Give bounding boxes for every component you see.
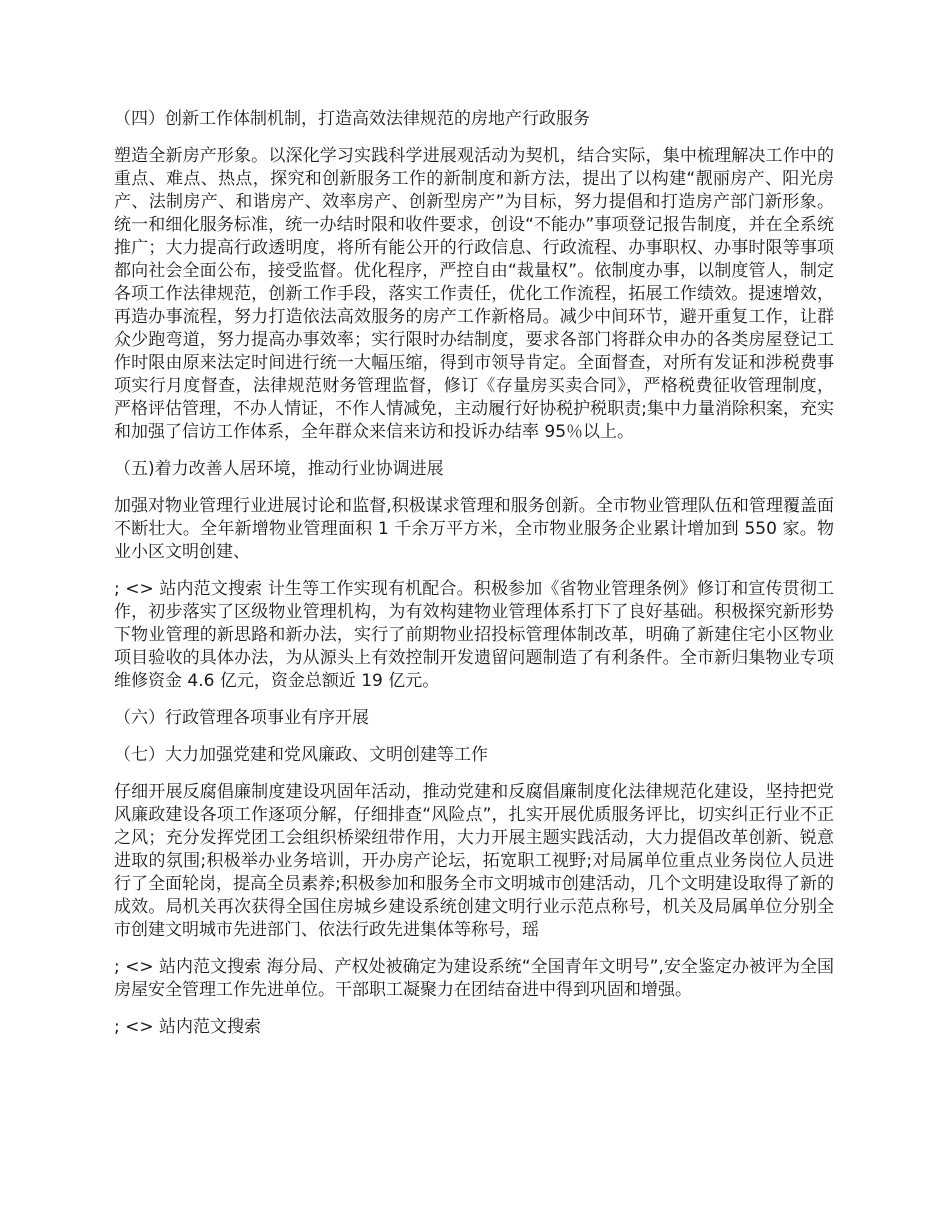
section-heading-4: （四）创新工作体制机制，打造高效法律规范的房地产行政服务 (114, 109, 590, 129)
paragraph-section-5: 加强对物业管理行业进展讨论和监督,积极谋求管理和服务创新。全市物业管理队伍和管理覆盖面不断壮大。全年新增物业管理面积 1 千余万平方米，全市物业服务企业累计增加到 550 家。物业小区文明创建、 (114, 496, 834, 562)
paragraph-section-5-continued: ; <> 站内范文搜索 计生等工作实现有机配合。积极参加《省物业管理条例》修订和宣传贯彻工作，初步落实了区级物业管理机构，为有效构建物业管理体系打下了良好基础。积极探究新形势下物业管理的新思路和新办法，实行了前期物业招投标管理体制改革，明确了新建住宅小区物业项目验收的具体办法，为从源头上有效控制开发遗留问题制造了有利条件。全市新归集物业专项维修资金 4.6 亿元，资金总额近 19 亿元。 (114, 579, 834, 691)
section-heading-7: （七）大力加强党建和党风廉政、文明创建等工作 (114, 745, 488, 765)
document-page (114, 108, 834, 1053)
paragraph-section-7-continued: ; <> 站内范文搜索 海分局、产权处被确定为建设系统“全国青年文明号”,安全鉴定办被评为全国房屋安全管理工作先进单位。干部职工凝聚力在团结奋进中得到巩固和增强。 (114, 957, 834, 1000)
paragraph-section-4: 塑造全新房产形象。以深化学习实践科学进展观活动为契机，结合实际，集中梳理解决工作中的重点、难点、热点，探究和创新服务工作的新制度和新方法，提出了以构建“靓丽房产、阳光房产、法制房产、和谐房产、效率房产、创新型房产”为目标，努力提倡和打造房产部门新形象。统一和细化服务标准，统一办结时限和收件要求，创设“不能办”事项登记报告制度，并在全系统推广；大力提高行政透明度，将所有能公开的行政信息、行政流程、办事职权、办事时限等事项都向社会全面公布，接受监督。优化程序，严控自由“裁量权”。依制度办事，以制度管人，制定各项工作法律规范，创新工作手段，落实工作责任，优化工作流程，拓展工作绩效。提速增效，再造办事流程，努力打造依法高效服务的房产工作新格局。减少中间环节，避开重复工作，让群众少跑弯道，努力提高办事效率；实行限时办结制度，要求各部门将群众申办的各类房屋登记工作时限由原来法定时间进行统一大幅压缩，得到市领导肯定。全面督查，对所有发证和涉税费事项实行月度督查，法律规范财务管理监督，修订《存量房买卖合同》，严格税费征收管理制度，严格评估管理，不办人情证，不作人情减免，主动履行好协税护税职责;集中力量消除积案，充实和加强了信访工作体系，全年群众来信来访和投诉办结率 95％以上。 (114, 146, 834, 442)
section-heading-5: （五)着力改善人居环境，推动行业协调进展 (114, 459, 444, 479)
section-heading-6: （六）行政管理各项事业有序开展 (114, 708, 369, 728)
search-footer-line: ; <> 站内范文搜索 (114, 1017, 262, 1037)
paragraph-section-7: 仔细开展反腐倡廉制度建设巩固年活动，推动党建和反腐倡廉制度化法律规范化建设，坚持把党风廉政建设各项工作逐项分解，仔细排查“风险点”，扎实开展优质服务评比，切实纠正行业不正之风；充分发挥党团工会组织桥梁纽带作用，大力开展主题实践活动，大力提倡改革创新、锐意进取的氛围;积极举办业务培训，开办房产论坛，拓宽职工视野;对局属单位重点业务岗位人员进行了全面轮岗，提高全员素养;积极参加和服务全市文明城市创建活动，几个文明建设取得了新的成效。局机关再次获得全国住房城乡建设系统创建文明行业示范点称号，机关及局属单位分别全市创建文明城市先进部门、依法行政先进集体等称号，瑶 (114, 782, 834, 940)
